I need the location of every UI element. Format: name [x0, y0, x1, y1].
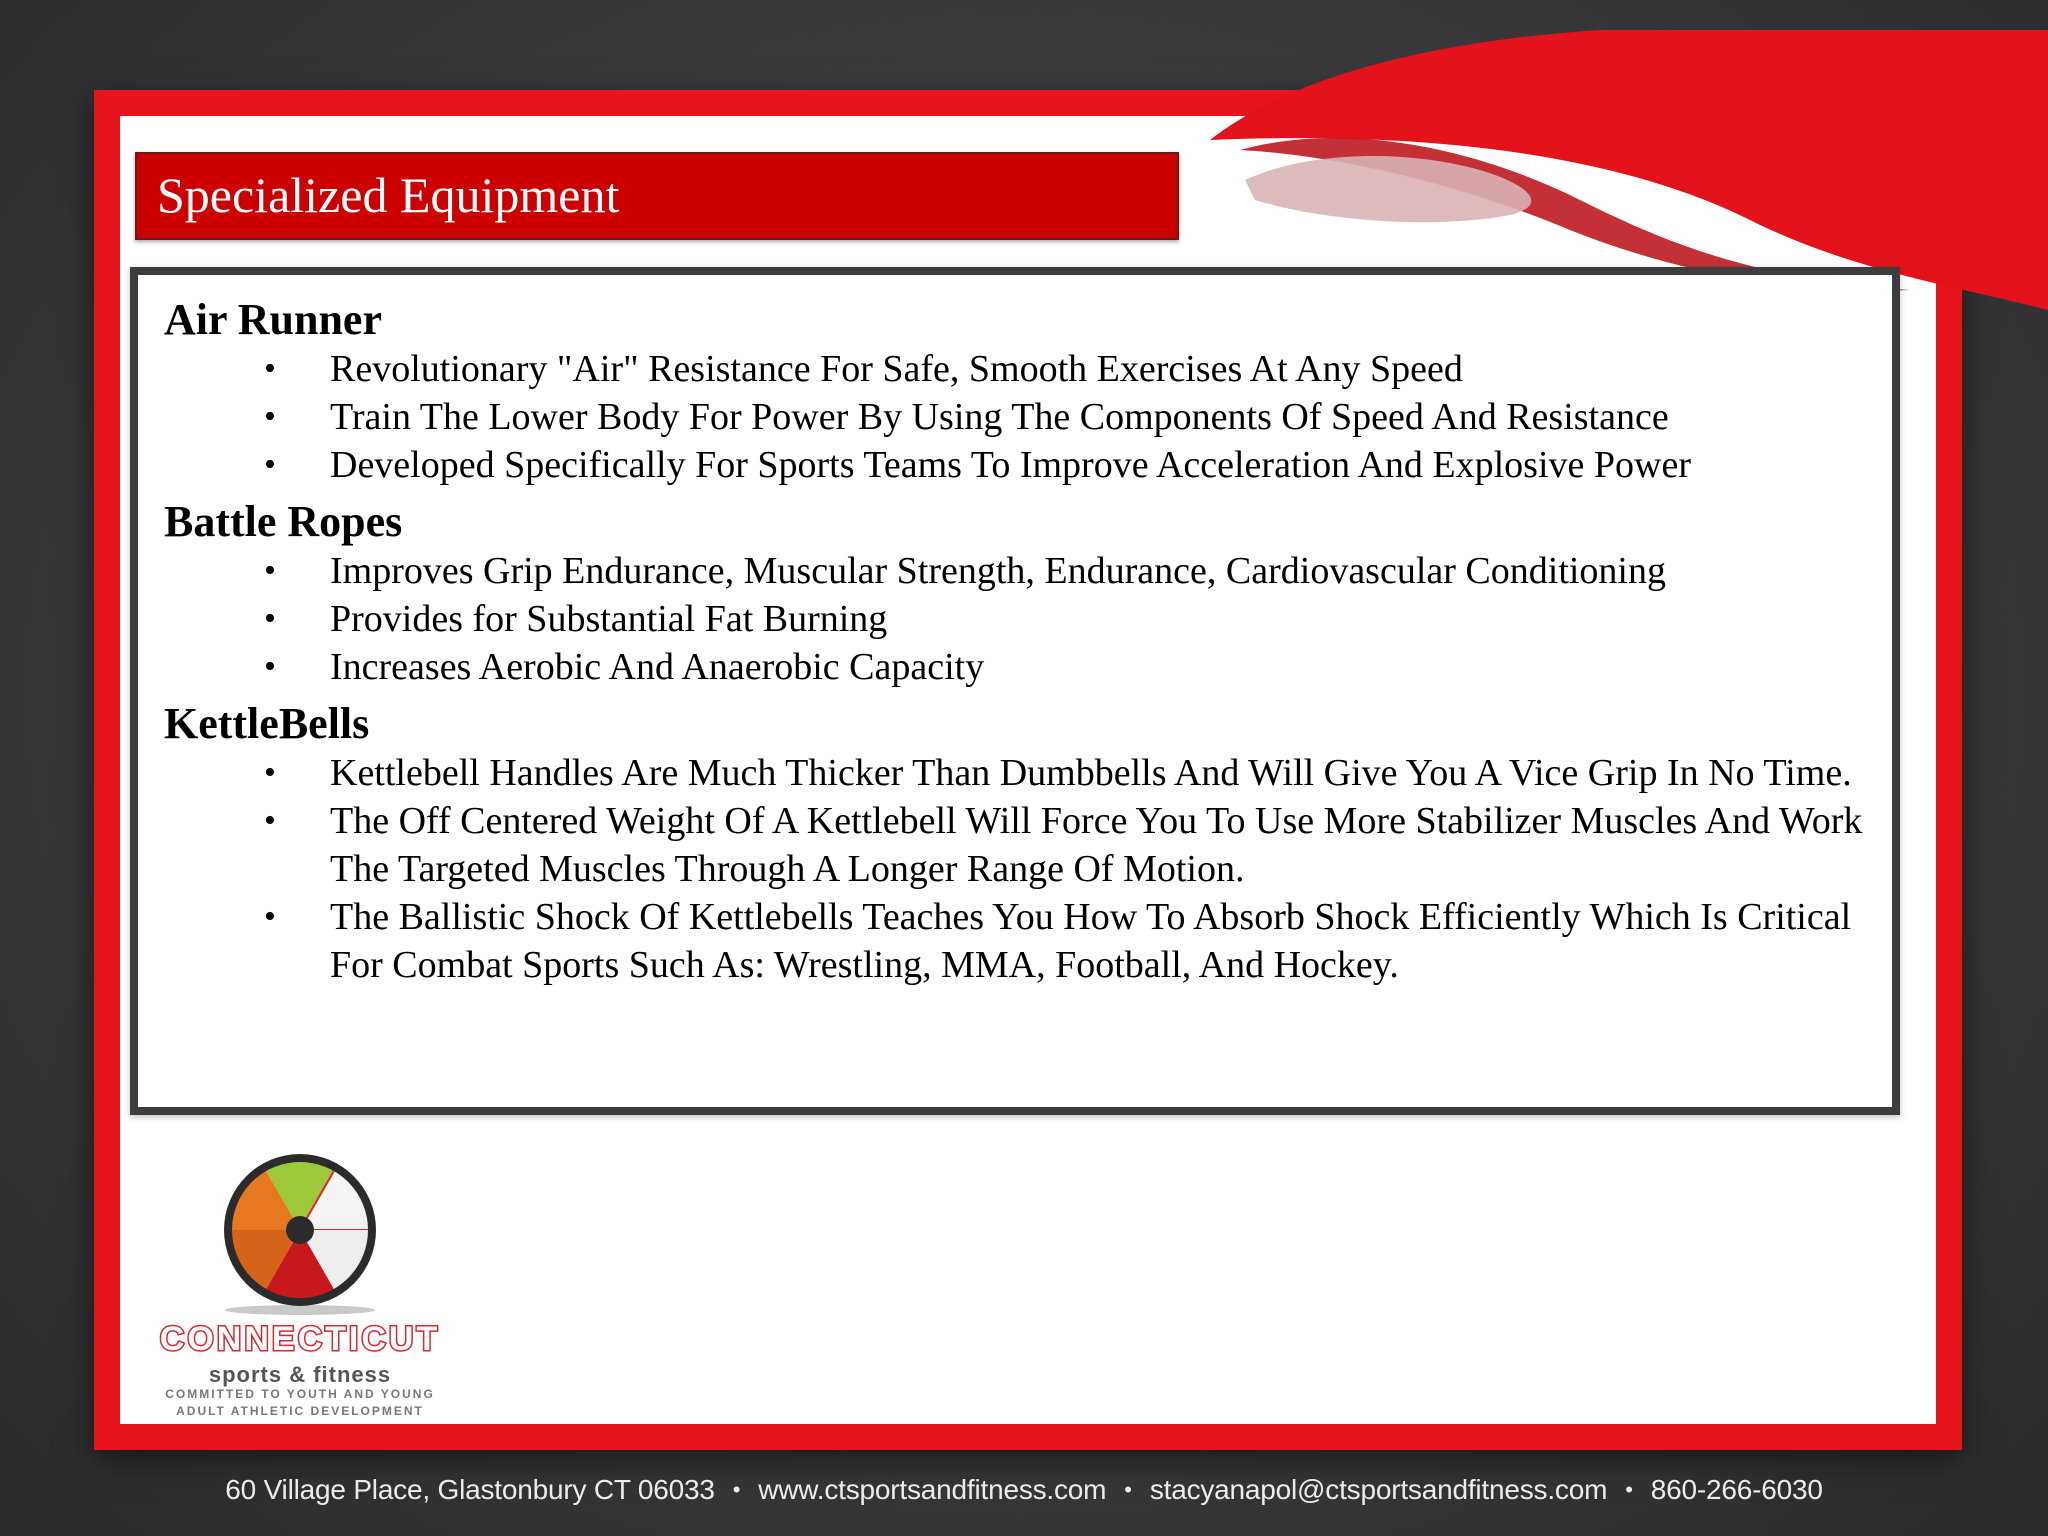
bullet-text: The Off Centered Weight Of A Kettlebell Will Force You To Use More Stabilizer Muscles And Work The Targeted Muscles Through A Longer Range Of Motion. [330, 800, 1863, 890]
logo-subtitle: sports & fitness [208, 1362, 392, 1387]
bullet-text: Revolutionary "Air" Resistance For Safe, Smooth Exercises At Any Speed [330, 348, 1463, 390]
bullet-icon: • [264, 446, 276, 483]
list-item [164, 643, 1874, 691]
section-heading: Air Runner [164, 295, 382, 344]
bullet-icon: • [264, 898, 276, 935]
bullet-text: Kettlebell Handles Are Much Thicker Than Dumbbells And Will Give You A Vice Grip In No Time. [330, 752, 1852, 794]
bullet-icon: • [264, 600, 276, 637]
separator-dot-icon: • [732, 1477, 741, 1502]
title-bar [135, 152, 1179, 240]
content-box [130, 267, 1900, 1115]
bullet-icon: • [264, 754, 276, 791]
list-item [164, 749, 1874, 797]
slide-title: Specialized Equipment [157, 167, 620, 223]
bullet-icon: • [264, 552, 276, 589]
logo-tagline [135, 1386, 465, 1420]
section-kettlebells [164, 699, 1874, 989]
list-item [164, 345, 1874, 393]
list-item [164, 893, 1874, 989]
list-item [164, 441, 1874, 489]
list-item [164, 797, 1874, 893]
list-item [164, 595, 1874, 643]
logo-tagline-line-2: ADULT ATHLETIC DEVELOPMENT [176, 1404, 424, 1418]
bullet-icon: • [264, 802, 276, 839]
bullet-list [164, 749, 1874, 989]
bullet-text: Provides for Substantial Fat Burning [330, 598, 888, 640]
section-battle-ropes [164, 497, 1874, 691]
logo-tagline-line-1: COMMITTED TO YOUTH AND YOUNG [165, 1387, 435, 1401]
bullet-icon: • [264, 648, 276, 685]
bullet-list [164, 345, 1874, 489]
section-heading: KettleBells [164, 699, 370, 748]
bullet-list [164, 547, 1874, 691]
list-item [164, 547, 1874, 595]
section-air-runner [164, 295, 1874, 489]
bullet-icon: • [264, 398, 276, 435]
footer-phone: 860-266-6030 [1650, 1474, 1823, 1505]
footer-website-link[interactable]: www.ctsportsandfitness.com [758, 1474, 1107, 1505]
bullet-text: Improves Grip Endurance, Muscular Strength, Endurance, Cardiovascular Conditioning [330, 550, 1666, 592]
sports-balls-logo-icon [135, 1150, 465, 1320]
logo-wordmark: CONNECTICUT [159, 1320, 441, 1358]
list-item [164, 393, 1874, 441]
separator-dot-icon: • [1625, 1477, 1633, 1502]
bullet-text: Developed Specifically For Sports Teams To Improve Acceleration And Explosive Power [330, 444, 1691, 486]
footer-email-link[interactable]: stacyanapol@ctsportsandfitness.com [1149, 1474, 1608, 1505]
bullet-text: The Ballistic Shock Of Kettlebells Teaches You How To Absorb Shock Efficiently Which Is Critical For Combat Sports Such As: Wrestling, MMA, Football, And Hockey. [330, 896, 1852, 986]
bullet-text: Increases Aerobic And Anaerobic Capacity [330, 646, 985, 688]
bullet-text: Train The Lower Body For Power By Using The Components Of Speed And Resistance [330, 396, 1669, 438]
bullet-icon: • [264, 350, 276, 387]
separator-dot-icon: • [1124, 1477, 1132, 1502]
footer-contact-bar [0, 1468, 2048, 1518]
footer-address: 60 Village Place, Glastonbury CT 06033 [225, 1474, 715, 1505]
company-logo [135, 1150, 465, 1420]
section-heading: Battle Ropes [164, 497, 403, 546]
